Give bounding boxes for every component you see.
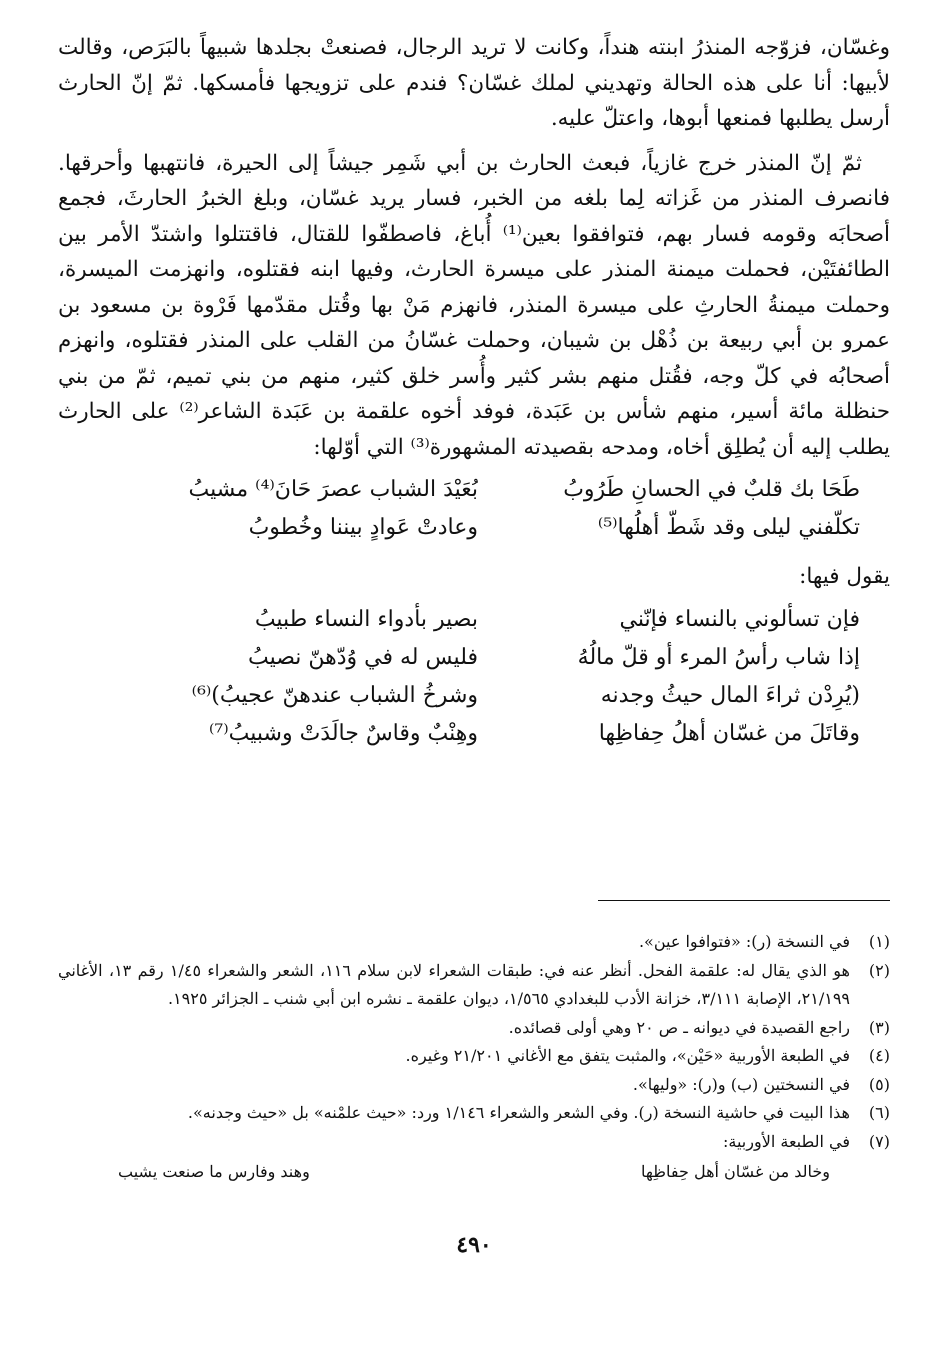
footnote-text: هو الذي يقال له: علقمة الفحل. أنظر عنه في: طبقات الشعراء لابن سلام ١١٦، الشعر والشعراء ١/٤٥ رقم ١٣، الأغاني ٢١/١٩٩، الإصابة ٣/١١١، خزانة الأدب للبغدادي ١/٥٦٥، ديوان علقمة ـ نشره ابن أبي شنب ـ الجزائر ١٩٢٥.	[58, 960, 850, 1008]
paragraph-1: وغسّان، فزوّجه المنذرُ ابنته هنداً، وكانت لا تريد الرجال، فصنعتْ بجلدها شبيهاً بالبَرَص، وقالت لأبيها: أنا على هذه الحالة وتهديني لملك غسّان؟ فندم على تزويجها فأمسكها. ثمّ إنّ الحارث أرسل يطلبها فمنعها أبوها، واعتلّ عليه.	[58, 35, 890, 131]
verse-second-hemistich: وهِنْبٌ وقاسٌ جالَدَتْ وشبيبُ⁽⁷⁾	[209, 721, 478, 746]
footnote	[58, 1042, 890, 1071]
verse-line	[58, 509, 890, 547]
verse-first-hemistich: وقاتَلَ من غسّان أهلُ حِفاظِها	[598, 721, 860, 746]
verse-first-hemistich: طَحَا بك قلبٌ في الحسانِ طَرُوبُ	[563, 477, 860, 502]
footnote-verse-first: وخالد من غسّان أهل حِفاظِها	[641, 1162, 830, 1181]
page-body	[58, 30, 891, 1258]
footnote-number: (٥)	[868, 1074, 890, 1094]
verse-second-hemistich: فليس له في وُدّهنّ نصيبُ	[247, 645, 478, 670]
footnote-number: (٣)	[868, 1017, 890, 1037]
paragraph-2: ثمّ إنّ المنذر خرج غازياً، فبعث الحارث بن أبي شَمِر جيشاً إلى الحيرة، فانتهبها وأحرقها. فانصرف المنذر من غَزاته لِما بلغه من الخبر، فسار يريد غسّان، وبلغ الخبرُ الحارثَ، فجمع أصحابَه وقومه فسار بهم، فتوافقوا بعين⁽¹⁾ أُباغ، فاصطفّوا للقتال، فاقتتلوا واشتدّ الأمر بين الطائفتَيْن، فحملت ميمنة المنذر على ميسرة الحارث، وفيها ابنه فقتلوه، وانهزمت الميسرة، وحملت ميمنةُ الحارثِ على ميسرة المنذر، فانهزم مَنْ بها وقُتل مقدّمها فَرْوة بن مسعود بن عمرو بن أبي ربيعة بن ذُهْل بن شيبان، وحملت غسّانُ من القلب على المنذر فقتلوه، وانهزم أصحابُه في كلّ وجه، فقُتل منهم بشر كثير وأُسر خلق كثير، منهم من بني تميم، ثمّ من بني حنظلة مائة أسير، منهم شأس بن عَبَدة، فوفد أخوه علقمة بن عَبَدة الشاعر⁽²⁾ على الحارث يطلب إليه أن يُطلِق أخاه، ومدحه بقصيدته المشهورة⁽³⁾ التي أوّلها:	[58, 150, 891, 460]
verse-second-hemistich: بصير بأدواء النساء طبيبُ	[254, 607, 478, 632]
verse-line	[58, 715, 890, 753]
footnote-number: (١)	[868, 932, 890, 951]
verse-second-hemistich: وشرخُ الشباب عندهنّ عجيبُ)⁽⁶⁾	[191, 683, 478, 708]
footnote	[58, 1128, 890, 1157]
verse-first-hemistich: فإن تسألوني بالنساء فإنّني	[619, 607, 860, 632]
verse-first-hemistich: (يُرِدْن ثراءَ المال حيثُ وجدنه	[600, 683, 860, 708]
footnote	[58, 1071, 890, 1100]
footnote-text: في النسخة (ر): «فتوافوا عين».	[638, 932, 850, 951]
footnotes	[58, 928, 890, 1188]
verse-first-hemistich: إذا شاب رأسُ المرء أو قلّ مالُهُ	[577, 645, 860, 670]
footnote	[58, 1014, 890, 1043]
footnote-divider	[598, 900, 890, 901]
footnote	[58, 928, 890, 957]
verse-line	[58, 677, 890, 715]
poem-excerpt	[58, 601, 890, 753]
footnote-verse	[58, 1156, 890, 1188]
verse-first-hemistich: تكلّفني ليلى وقد شَطّ أهلُها⁽⁵⁾	[597, 515, 860, 540]
verse-second-hemistich: بُعَيْدَ الشباب عصرَ حَانَ⁽⁴⁾ مشيبُ	[188, 477, 478, 502]
footnote-text: في الطبعة الأوربية:	[723, 1131, 850, 1151]
page-number: ٤٩٠	[456, 1232, 492, 1258]
footnote	[58, 1099, 890, 1128]
verse-line	[58, 471, 890, 509]
verse-second-hemistich: وعادتْ عَوادٍ بيننا وخُطوبُ	[248, 515, 478, 540]
footnote-number: (٤)	[868, 1046, 890, 1065]
poem-opening	[58, 471, 890, 547]
footnote-text: هذا البيت في حاشية النسخة (ر). وفي الشعر والشعراء ١/١٤٦ ورد: «حيث علمْنه» بل «حيث وجدنه».	[187, 1103, 850, 1122]
verse-line	[58, 639, 890, 677]
poem-intro: يقول فيها:	[799, 564, 890, 589]
verse-line	[58, 601, 890, 639]
footnote-text: في الطبعة الأوربية «حَيْن»، والمثبت يتفق مع الأغاني ٢١/٢٠١ وغيره.	[405, 1046, 850, 1065]
footnote-number: (٦)	[868, 1103, 890, 1122]
footnote	[58, 957, 890, 1014]
footnote-verse-second: وهند وفارس ما صنعت يشيب	[118, 1162, 310, 1181]
footnote-text: راجع القصيدة في ديوانه ـ ص ٢٠ وهي أولى قصائده.	[508, 1017, 850, 1037]
footnote-text: في النسختين (ب) و(ر): «وليها».	[632, 1074, 850, 1094]
footnote-number: (٢)	[868, 960, 890, 980]
footnote-number: (٧)	[868, 1131, 890, 1151]
